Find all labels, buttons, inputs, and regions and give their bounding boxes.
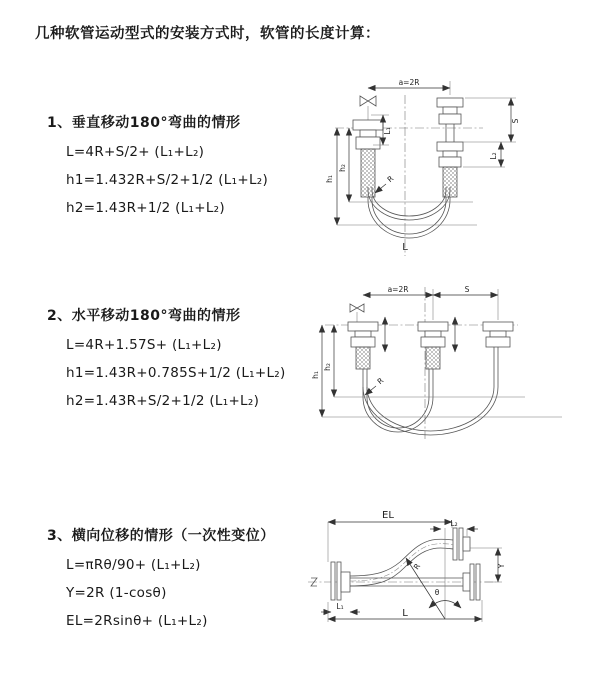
dim-a2r-label: a=2R	[398, 78, 420, 87]
flange-upper	[453, 528, 470, 560]
dim-l2	[463, 142, 505, 167]
dim-s-label: S	[464, 285, 470, 294]
diagram-vertical-180-bend	[315, 75, 590, 260]
section-vertical-movement	[47, 112, 347, 216]
section-2-heading: 2、水平移动180°弯曲的情形	[47, 308, 241, 324]
hose-curves	[368, 187, 450, 238]
formula-h2: h2=1.43R+1/2 (L₁+L₂)	[66, 200, 225, 216]
section-1-heading: 1、垂直移动180°弯曲的情形	[47, 115, 241, 131]
fitting-right-upper	[437, 98, 463, 142]
fitting-left	[353, 120, 383, 197]
dim-y-label: Y	[497, 563, 506, 569]
formula-l: L=πRθ/90+ (L₁+L₂)	[66, 557, 201, 573]
dim-h2-label: h₂	[323, 363, 332, 371]
radius-label: R	[411, 561, 423, 572]
length-label: L	[402, 242, 408, 253]
radius-callout	[365, 376, 385, 395]
formula-h2: h2=1.43R+S/2+1/2 (L₁+L₂)	[66, 393, 260, 409]
page-title: 几种软管运动型式的安装方式时，软管的长度计算：	[35, 26, 380, 42]
dim-l1	[321, 602, 360, 612]
dim-s-label: S	[511, 118, 520, 124]
formula-el: EL=2Rsinθ+ (L₁+L₂)	[66, 613, 208, 629]
dim-el	[328, 510, 452, 562]
dim-h1-label: h₁	[325, 175, 334, 183]
radius-label: R	[375, 375, 386, 387]
formula-h1: h1=1.43R+0.785S+1/2 (L₁+L₂)	[66, 365, 286, 381]
formula-h1: h1=1.432R+S/2+1/2 (L₁+L₂)	[66, 172, 269, 188]
angle-theta-label: θ	[434, 588, 440, 597]
dim-s	[433, 285, 498, 295]
fitting-right	[483, 322, 513, 347]
diagram-horizontal-180-bend	[310, 282, 600, 442]
section-horizontal-movement	[47, 305, 347, 409]
dim-y	[470, 548, 506, 582]
dim-l	[328, 600, 482, 622]
dim-l2-label: L₂	[489, 152, 498, 160]
fitting-left	[348, 322, 378, 369]
flange-right	[463, 564, 480, 600]
formula-y: Y=2R (1-cosθ)	[66, 585, 167, 601]
dim-h1-label: h₁	[311, 371, 320, 379]
dim-s	[463, 98, 520, 142]
radius-callout	[375, 174, 395, 193]
flange-left	[331, 562, 350, 600]
dim-a2r-label: a=2R	[387, 285, 409, 294]
dim-h2-label: h₂	[338, 164, 347, 172]
hose-displaced-position	[350, 539, 453, 586]
valve-icon	[360, 96, 376, 120]
dim-el-label: EL	[382, 510, 394, 521]
dim-a2r	[368, 78, 450, 95]
section-3-heading: 3、横向位移的情形（一次性变位）	[47, 528, 275, 544]
dim-l1-label: L₁	[336, 602, 344, 611]
diagram-lateral-displacement	[300, 500, 600, 645]
dim-l2-label: L₂	[450, 519, 458, 528]
fitting-middle	[418, 322, 448, 369]
formula-l: L=4R+1.57S+ (L₁+L₂)	[66, 337, 222, 353]
dim-a2r	[363, 285, 498, 320]
valve-icon	[350, 304, 364, 322]
dim-l-label: L	[402, 608, 408, 619]
dim-l1-label: L₁	[383, 127, 392, 135]
radius-label: R	[385, 173, 396, 185]
formula-l: L=4R+S/2+ (L₁+L₂)	[66, 144, 205, 160]
